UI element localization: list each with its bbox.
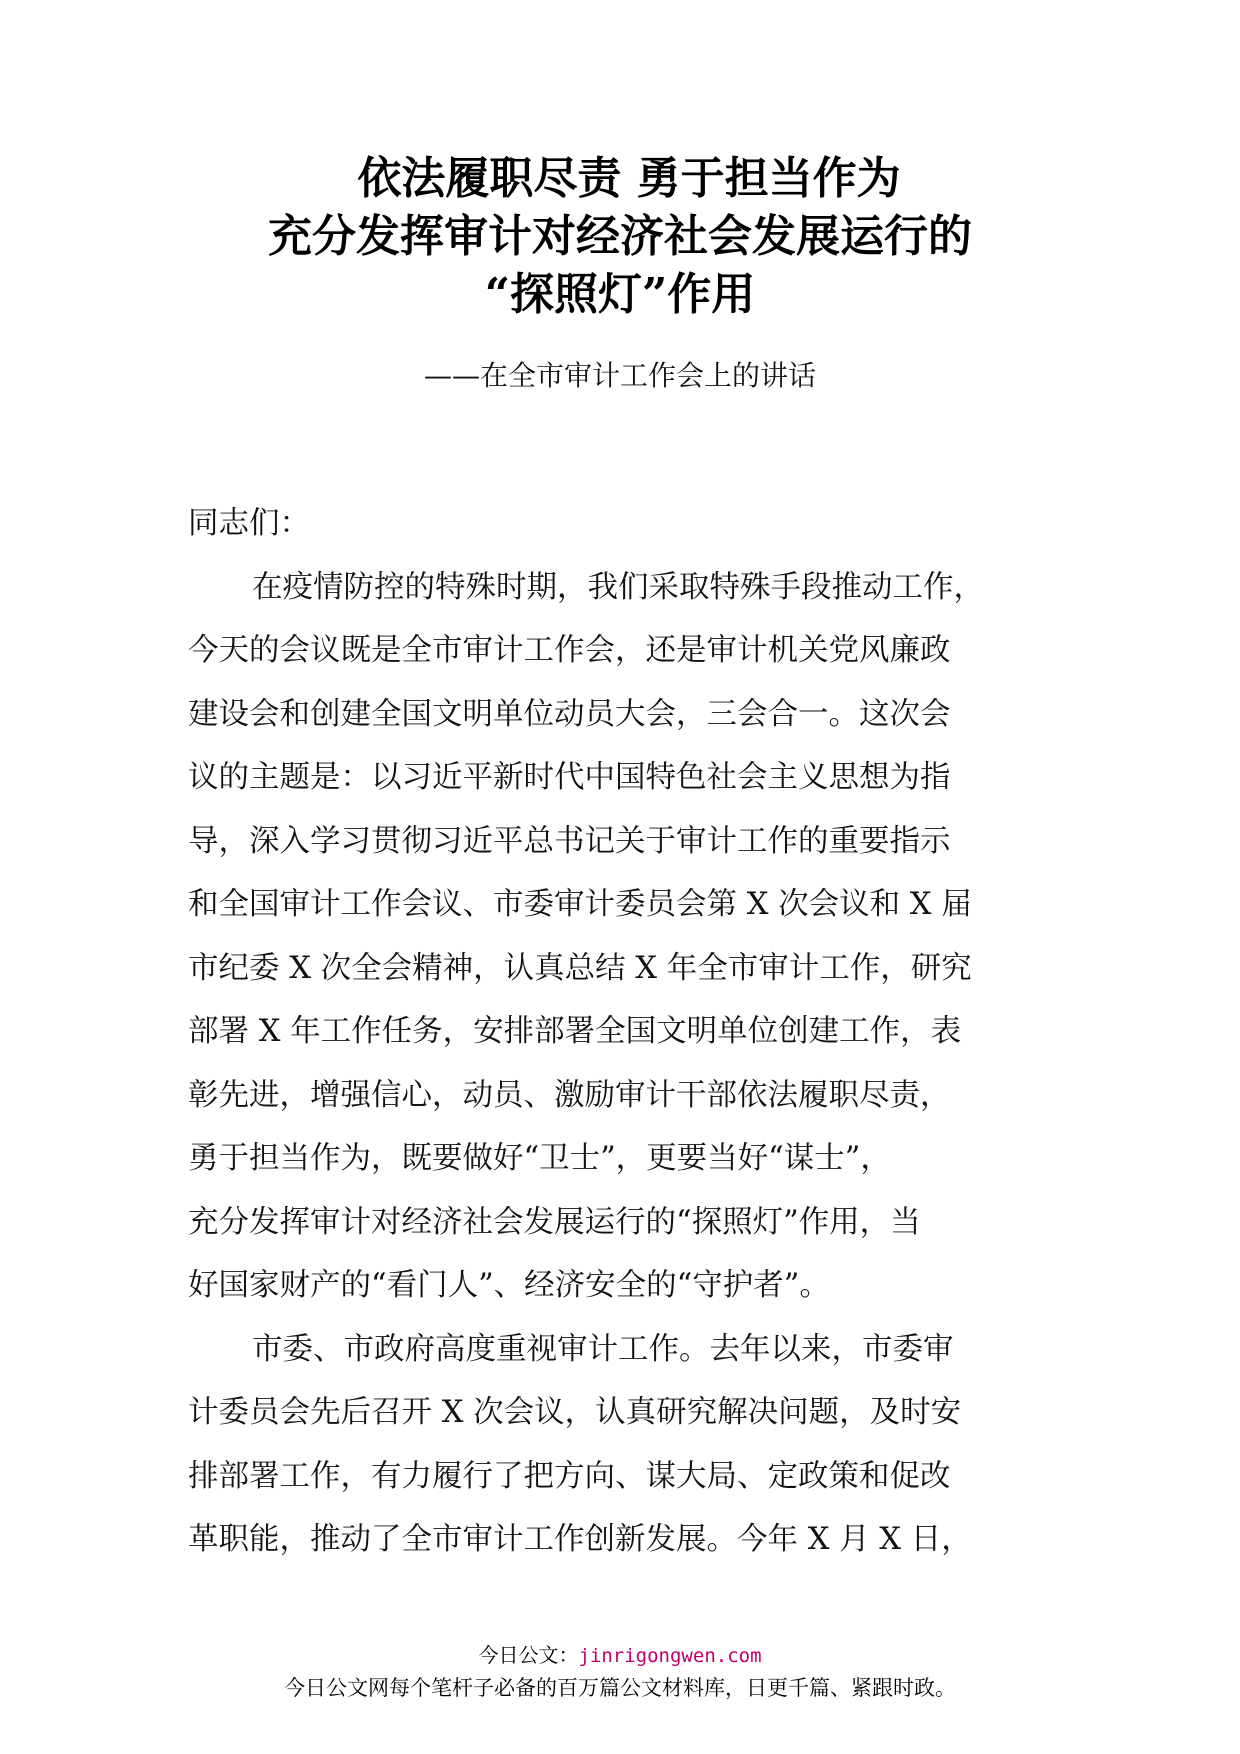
paragraph-1-line: 和全国审计工作会议、市委审计委员会第 X 次会议和 X 届 (188, 887, 972, 922)
paragraph-1-line: 部署 X 年工作任务，安排部署全国文明单位创建工作，表 (188, 1014, 962, 1049)
paragraph-1-line: 彰先进，增强信心，动员、激励审计干部依法履职尽责， (188, 1077, 951, 1113)
paragraph-2-line: 革职能，推动了全市审计工作创新发展。今年 X 月 X 日， (188, 1522, 972, 1557)
paragraph-2-line: 市委、市政府高度重视审计工作。去年以来，市委审 (252, 1331, 954, 1367)
paragraph-1-line: 议的主题是：以习近平新时代中国特色社会主义思想为指 (188, 760, 951, 795)
paragraph-1-line: 好国家财产的“看门人”、经济安全的“守护者”。 (188, 1268, 830, 1303)
paragraph-1-line: 市纪委 X 次全会精神，认真总结 X 年全市审计工作，研究 (188, 950, 972, 986)
title-line-2: 充分发挥审计对经济社会发展运行的 (268, 211, 972, 262)
paragraph-1-line: 导，深入学习贯彻习近平总书记关于审计工作的重要指示 (188, 823, 951, 859)
paragraph-1-line: 在疫情防控的特殊时期，我们采取特殊手段推动工作， (252, 569, 984, 605)
title-line-3: “探照灯”作用 (484, 269, 756, 320)
document-title (0, 150, 1240, 324)
paragraph-1-line: 充分发挥审计对经济社会发展运行的“探照灯”作用，当 (188, 1204, 921, 1240)
document-body (188, 492, 1048, 1572)
footer-source (0, 1640, 1240, 1671)
paragraph-1-line: 今天的会议既是全市审计工作会，还是审计机关党风廉政 (188, 633, 951, 668)
paragraph-2-line: 计委员会先后召开 X 次会议，认真研究解决问题，及时安 (188, 1395, 962, 1430)
title-line-1: 依法履职尽责 勇于担当作为 (357, 153, 901, 204)
footer-label: 今日公文： (478, 1643, 579, 1667)
paragraph-1-line: 勇于担当作为，既要做好“卫士”，更要当好“谋士”， (188, 1141, 891, 1176)
paragraph-2-line: 排部署工作，有力履行了把方向、谋大局、定政策和促改 (188, 1458, 951, 1494)
paragraph-1-line: 建设会和创建全国文明单位动员大会，三会合一。这次会 (188, 696, 951, 732)
document-subtitle: ——在全市审计工作会上的讲话 (423, 359, 816, 392)
footer-tagline: 今日公文网每个笔杆子必备的百万篇公文材料库，日更千篇、紧跟时政。 (284, 1676, 956, 1700)
greeting: 同志们： (188, 506, 310, 541)
footer-url-link[interactable]: jinrigongwen.com (578, 1645, 762, 1667)
page-footer (0, 1640, 1240, 1705)
